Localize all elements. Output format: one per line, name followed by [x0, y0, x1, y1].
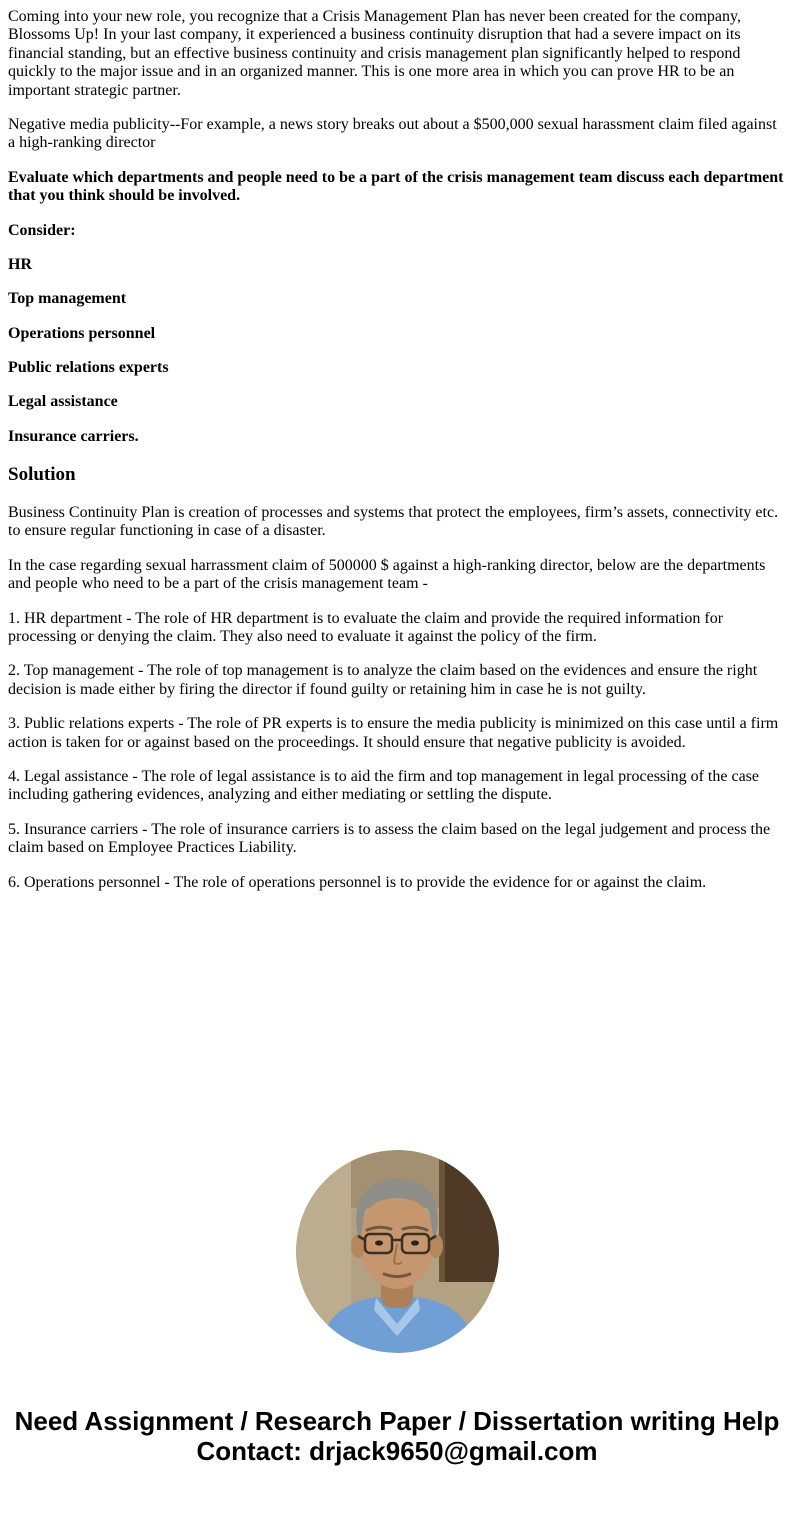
- solution-paragraph-case-intro: In the case regarding sexual harrassment claim of 500000 $ against a high-ranking director, below are the departments and people who need to be a part of the crisis management team -: [8, 556, 766, 593]
- task-paragraph: Evaluate which departments and people need to be a part of the crisis management team discuss each department that you think should be involved.: [8, 168, 784, 205]
- footer-help-text: Need Assignment / Research Paper / Dissertation writing Help: [14, 1405, 780, 1436]
- consider-item-hr: HR: [8, 255, 32, 273]
- solution-item-1-hr: 1. HR department - The role of HR department is to evaluate the claim and provide the required information for processing or denying the claim. They also need to evaluate it against the policy of the firm.: [8, 609, 724, 646]
- consider-item-operations-personnel: Operations personnel: [8, 324, 156, 342]
- avatar: [296, 1150, 499, 1353]
- solution-item-5-insurance-carriers: 5. Insurance carriers - The role of insurance carriers is to assess the claim based on the legal judgement and process the claim based on Employee Practices Liability.: [8, 820, 771, 857]
- consider-item-legal-assistance: Legal assistance: [8, 393, 118, 411]
- consider-label: Consider:: [8, 221, 76, 239]
- consider-item-top-management: Top management: [8, 290, 127, 308]
- solution-item-2-top-management: 2. Top management - The role of top management is to analyze the claim based on the evidences and ensure the right decision is made either by firing the director if found guilty or retaining him in case he is not guilty.: [8, 662, 758, 698]
- consider-item-insurance-carriers: Insurance carriers.: [8, 427, 139, 445]
- footer-banner: [8, 1406, 786, 1466]
- solution-heading: Solution: [8, 464, 76, 486]
- solution-item-6-operations-personnel: 6. Operations personnel - The role of operations personnel is to provide the evidence for or against the claim.: [8, 873, 707, 891]
- solution-item-3-public-relations: 3. Public relations experts - The role of PR experts is to ensure the media publicity is minimized on this case until a firm action is taken for or against based on the proceedings. It should ensure that negative publicity is avoided.: [8, 715, 779, 751]
- footer-contact-text: Contact: drjack9650@gmail.com: [196, 1435, 598, 1466]
- solution-paragraph-bcp-definition: Business Continuity Plan is creation of processes and systems that protect the employees, firm’s assets, connectivity etc. to ensure regular functioning in case of a disaster.: [8, 504, 779, 540]
- intro-paragraph-1: Coming into your new role, you recognize that a Crisis Management Plan has never been created for the company, Blossoms Up! In your last company, it experienced a business continuity disruption that had a severe impact on its financial standing, but an effective business continuity and crisis management plan significantly helped to respond quickly to the major issue and in an organized manner. This is one more area in which you can prove HR to be an important strategic partner.: [8, 8, 741, 99]
- solution-item-4-legal-assistance: 4. Legal assistance - The role of legal assistance is to aid the firm and top management in legal processing of the case including gathering evidences, analyzing and either mediating or settling the dispute.: [8, 768, 760, 804]
- avatar-container: [8, 1150, 786, 1358]
- consider-item-public-relations: Public relations experts: [8, 359, 169, 377]
- intro-paragraph-2: Negative media publicity--For example, a news story breaks out about a $500,000 sexual harassment claim filed against a high-ranking director: [8, 115, 777, 152]
